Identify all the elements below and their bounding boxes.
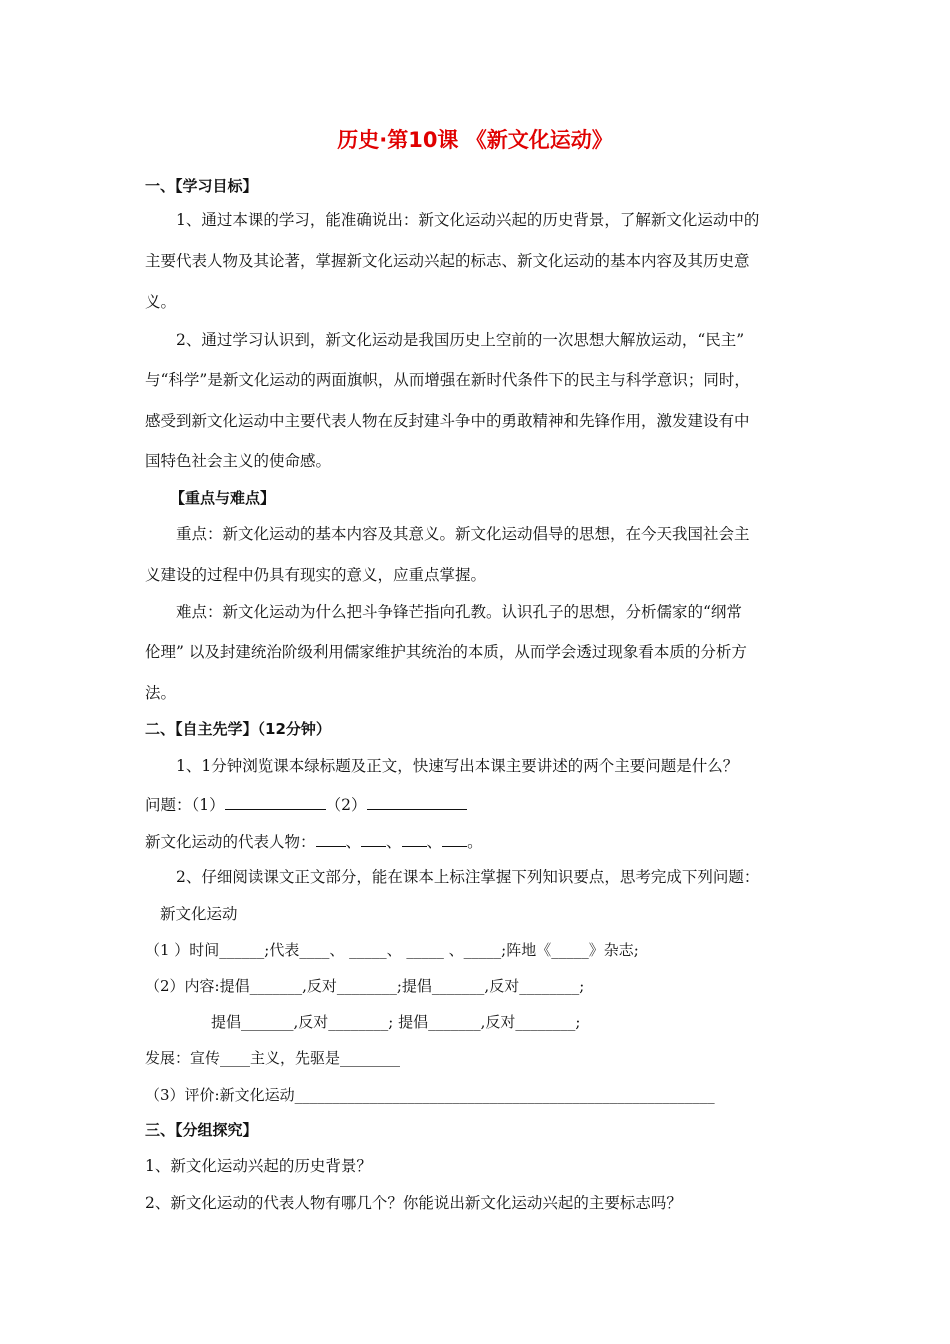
goal-2-line-3: 感受到新文化运动中主要代表人物在反封建斗争中的勇敢精神和先锋作用，激发建设有中 xyxy=(145,412,750,430)
people-blank-3[interactable] xyxy=(402,830,427,847)
goal-1-line-2: 主要代表人物及其论著，掌握新文化运动兴起的标志、新文化运动的基本内容及其历史意 xyxy=(145,252,750,270)
topic-label: 新文化运动 xyxy=(160,905,238,923)
difficult-point-line-2: 伦理” 以及封建统治阶级利用儒家维护其统治的本质，从而学会透过现象看本质的分析方 xyxy=(145,643,747,661)
separator: 、 xyxy=(345,833,362,851)
answer-blank-2[interactable] xyxy=(367,793,467,810)
representative-people-line xyxy=(145,830,483,852)
separator: 、 xyxy=(426,833,443,851)
key-point-line-2: 义建设的过程中仍具有现实的意义，应重点掌握。 xyxy=(145,566,487,584)
question-answer-line xyxy=(145,793,467,815)
fill-line-content-2: 提倡_______,反对________; 提倡_______,反对________; xyxy=(211,1013,581,1031)
question-label-2: （2） xyxy=(325,796,367,814)
people-blank-4[interactable] xyxy=(442,830,467,847)
fill-line-time-representatives: （1 ）时间______;代表____、 _____、 _____ 、_____;阵地《_____》杂志; xyxy=(145,941,639,959)
people-label: 新文化运动的代表人物： xyxy=(145,833,316,851)
goal-2-line-1: 2、通过学习认识到，新文化运动是我国历史上空前的一次思想大解放运动，“民主” xyxy=(176,331,745,349)
separator: 、 xyxy=(386,833,402,851)
answer-blank-1[interactable] xyxy=(225,793,326,810)
section-heading-learning-goals: 一、【学习目标】 xyxy=(145,177,258,195)
section-heading-self-study: 二、【自主先学】（12分钟） xyxy=(145,720,331,738)
section-heading-group-inquiry: 三、【分组探究】 xyxy=(145,1121,258,1139)
inquiry-q2: 2、新文化运动的代表人物有哪几个？你能说出新文化运动兴起的主要标志吗？ xyxy=(145,1194,682,1212)
fill-line-development: 发展：宣传____主义，先驱是________ xyxy=(145,1049,401,1067)
subheading-key-difficult: 【重点与难点】 xyxy=(170,489,276,507)
question-label-1: 问题：（1） xyxy=(145,796,225,814)
document-title: 历史·第10课 《新文化运动》 xyxy=(337,128,613,152)
goal-1-line-1: 1、通过本课的学习，能准确说出：新文化运动兴起的历史背景，了解新文化运动中的 xyxy=(176,211,760,229)
key-point-line-1: 重点：新文化运动的基本内容及其意义。新文化运动倡导的思想，在今天我国社会主 xyxy=(176,525,750,543)
fill-line-evaluation: （3）评价:新文化运动________________________________________________________ xyxy=(145,1086,715,1104)
people-blank-2[interactable] xyxy=(361,830,386,847)
difficult-point-line-1: 难点：新文化运动为什么把斗争锋芒指向孔教。认识孔子的思想，分析儒家的“纲常 xyxy=(176,603,742,621)
goal-2-line-2: 与“科学”是新文化运动的两面旗帜，从而增强在新时代条件下的民主与科学意识；同时， xyxy=(145,371,750,389)
fill-line-content-1: （2）内容:提倡_______,反对________;提倡_______,反对________; xyxy=(145,977,585,995)
period: 。 xyxy=(467,833,483,851)
self-study-q2: 2、仔细阅读课文正文部分，能在课本上标注掌握下列知识要点，思考完成下列问题： xyxy=(176,868,760,886)
goal-2-line-4: 国特色社会主义的使命感。 xyxy=(145,452,332,470)
goal-1-line-3: 义。 xyxy=(145,293,177,311)
people-blank-1[interactable] xyxy=(316,830,346,847)
self-study-q1: 1、1分钟浏览课本绿标题及正文，快速写出本课主要讲述的两个主要问题是什么？ xyxy=(176,757,739,775)
inquiry-q1: 1、新文化运动兴起的历史背景？ xyxy=(145,1157,372,1175)
difficult-point-line-3: 法。 xyxy=(145,684,177,702)
